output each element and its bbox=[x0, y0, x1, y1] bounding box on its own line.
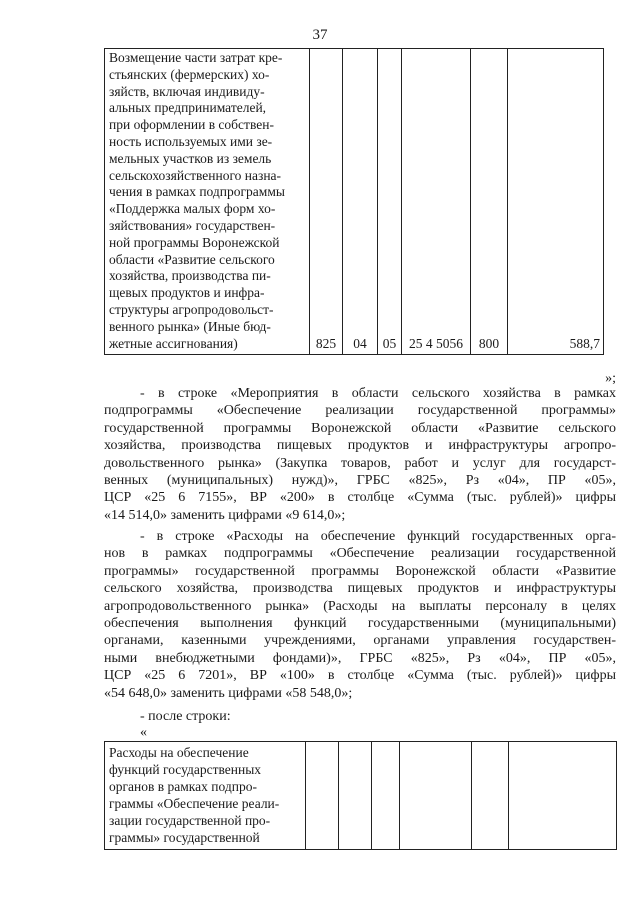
text-line: зации государственной про- bbox=[109, 813, 271, 828]
text-line: ЦСР «25 6 7155», ВР «200» в столбце «Сумма (тыс. рублей)» цифры bbox=[104, 490, 616, 506]
text-line: государственной программы Воронежской области «Развитие сельского bbox=[104, 420, 616, 436]
text-line: щевых продуктов и инфра- bbox=[109, 285, 265, 301]
text-line: - в строке «Мероприятия в области сельского хозяйства в рамках bbox=[140, 386, 616, 401]
text-line: довольственного рынка» (Закупка товаров, работ и услуг для государст- bbox=[104, 455, 616, 471]
text-line: обеспечения выполнения функций государственными (муниципальными) bbox=[104, 616, 616, 632]
closing-quote: »; bbox=[605, 371, 616, 386]
text-line: зяйствования» государствен- bbox=[109, 217, 276, 233]
text-line: зяйств, включая индивиду- bbox=[109, 83, 265, 99]
text-line: сельскохозяйственного назна- bbox=[109, 167, 282, 183]
text-line: ными внебюджетными фондами)», ГРБС «825», Рз «04», ПР «05», bbox=[104, 650, 616, 666]
pr-cell: 05 bbox=[378, 49, 402, 355]
text-line: сельского хозяйства, производства пищевых продуктов и инфраструктуры bbox=[104, 581, 616, 597]
text-line: «54 648,0» заменить цифрами «58 548,0»; bbox=[104, 685, 353, 701]
text-line: хозяйства, производства пищевых продуктов и инфраструктуры агропро- bbox=[104, 438, 616, 454]
after-row-label: - после строки: bbox=[140, 709, 231, 724]
budget-table-2 bbox=[104, 741, 617, 850]
text-line: ЦСР «25 6 7201», ВР «100» в столбце «Сумма (тыс. рублей)» цифры bbox=[104, 668, 616, 684]
grbs-cell: 825 bbox=[310, 49, 343, 355]
sum-cell bbox=[509, 742, 617, 850]
text-line: структуры агропродовольст- bbox=[109, 301, 274, 317]
text-line: хозяйства, производства пи- bbox=[109, 268, 271, 284]
paragraph-amendment-1 bbox=[104, 385, 616, 524]
text-line: «14 514,0» заменить цифрами «9 614,0»; bbox=[104, 507, 346, 523]
text-line: граммы «Обеспечение реали- bbox=[109, 796, 280, 811]
sum-cell: 588,7 bbox=[508, 49, 604, 355]
text-line: области «Развитие сельского bbox=[109, 251, 275, 267]
text-line: ность используемых ими зе- bbox=[109, 133, 273, 149]
row-name-cell bbox=[105, 742, 306, 850]
text-line: стьянских (фермерских) хо- bbox=[109, 66, 270, 82]
text-line: агропродовольственного рынка» (Расходы на выплаты персоналу в целях bbox=[104, 598, 616, 614]
text-line: альных предпринимателей, bbox=[109, 100, 267, 116]
text-line: ной программы Воронежской bbox=[109, 234, 280, 250]
csr-cell: 25 4 5056 bbox=[402, 49, 471, 355]
text-line: подпрограммы «Обеспечение реализации государственной программы» bbox=[104, 403, 616, 419]
text-line: органов в рамках подпро- bbox=[109, 779, 257, 794]
text-line: граммы» государственной bbox=[109, 830, 260, 845]
pr-cell bbox=[372, 742, 400, 850]
text-line: нов в рамках подпрограммы «Обеспечение реализации государственной bbox=[104, 546, 616, 562]
text-line: Расходы на обеспечение bbox=[109, 745, 249, 760]
text-line: мельных участков из земель bbox=[109, 150, 272, 166]
vr-cell bbox=[472, 742, 509, 850]
budget-table-1 bbox=[104, 48, 604, 355]
text-line: органами, казенными учреждениями, органами управления государствен- bbox=[104, 633, 616, 649]
table-row bbox=[105, 49, 604, 355]
rz-cell bbox=[339, 742, 372, 850]
paragraph-amendment-2 bbox=[104, 528, 616, 702]
table-row bbox=[105, 742, 617, 850]
text-line: Возмещение части затрат кре- bbox=[109, 50, 283, 65]
text-line: чения в рамках подпрограммы bbox=[109, 184, 285, 200]
row-name-text bbox=[109, 744, 303, 846]
open-quote: « bbox=[140, 725, 147, 740]
page-number: 37 bbox=[312, 27, 328, 43]
text-line: функций государственных bbox=[109, 762, 262, 777]
rz-cell: 04 bbox=[343, 49, 378, 355]
text-line: при оформлении в собствен- bbox=[109, 117, 274, 133]
text-line: программы» государственной программы Воронежской области «Развитие bbox=[104, 563, 616, 579]
text-line: венных (муниципальных) нужд)», ГРБС «825», Рз «04», ПР «05», bbox=[104, 473, 616, 489]
text-line: - в строке «Расходы на обеспечение функций государственных орга- bbox=[140, 529, 616, 544]
row-name-text bbox=[109, 50, 307, 352]
text-line: жетные ассигнования) bbox=[109, 335, 238, 351]
vr-cell: 800 bbox=[471, 49, 508, 355]
grbs-cell bbox=[306, 742, 339, 850]
text-line: «Поддержка малых форм хо- bbox=[109, 201, 276, 217]
row-name-cell bbox=[105, 49, 310, 355]
csr-cell bbox=[400, 742, 472, 850]
text-line: венного рынка» (Иные бюд- bbox=[109, 318, 271, 334]
